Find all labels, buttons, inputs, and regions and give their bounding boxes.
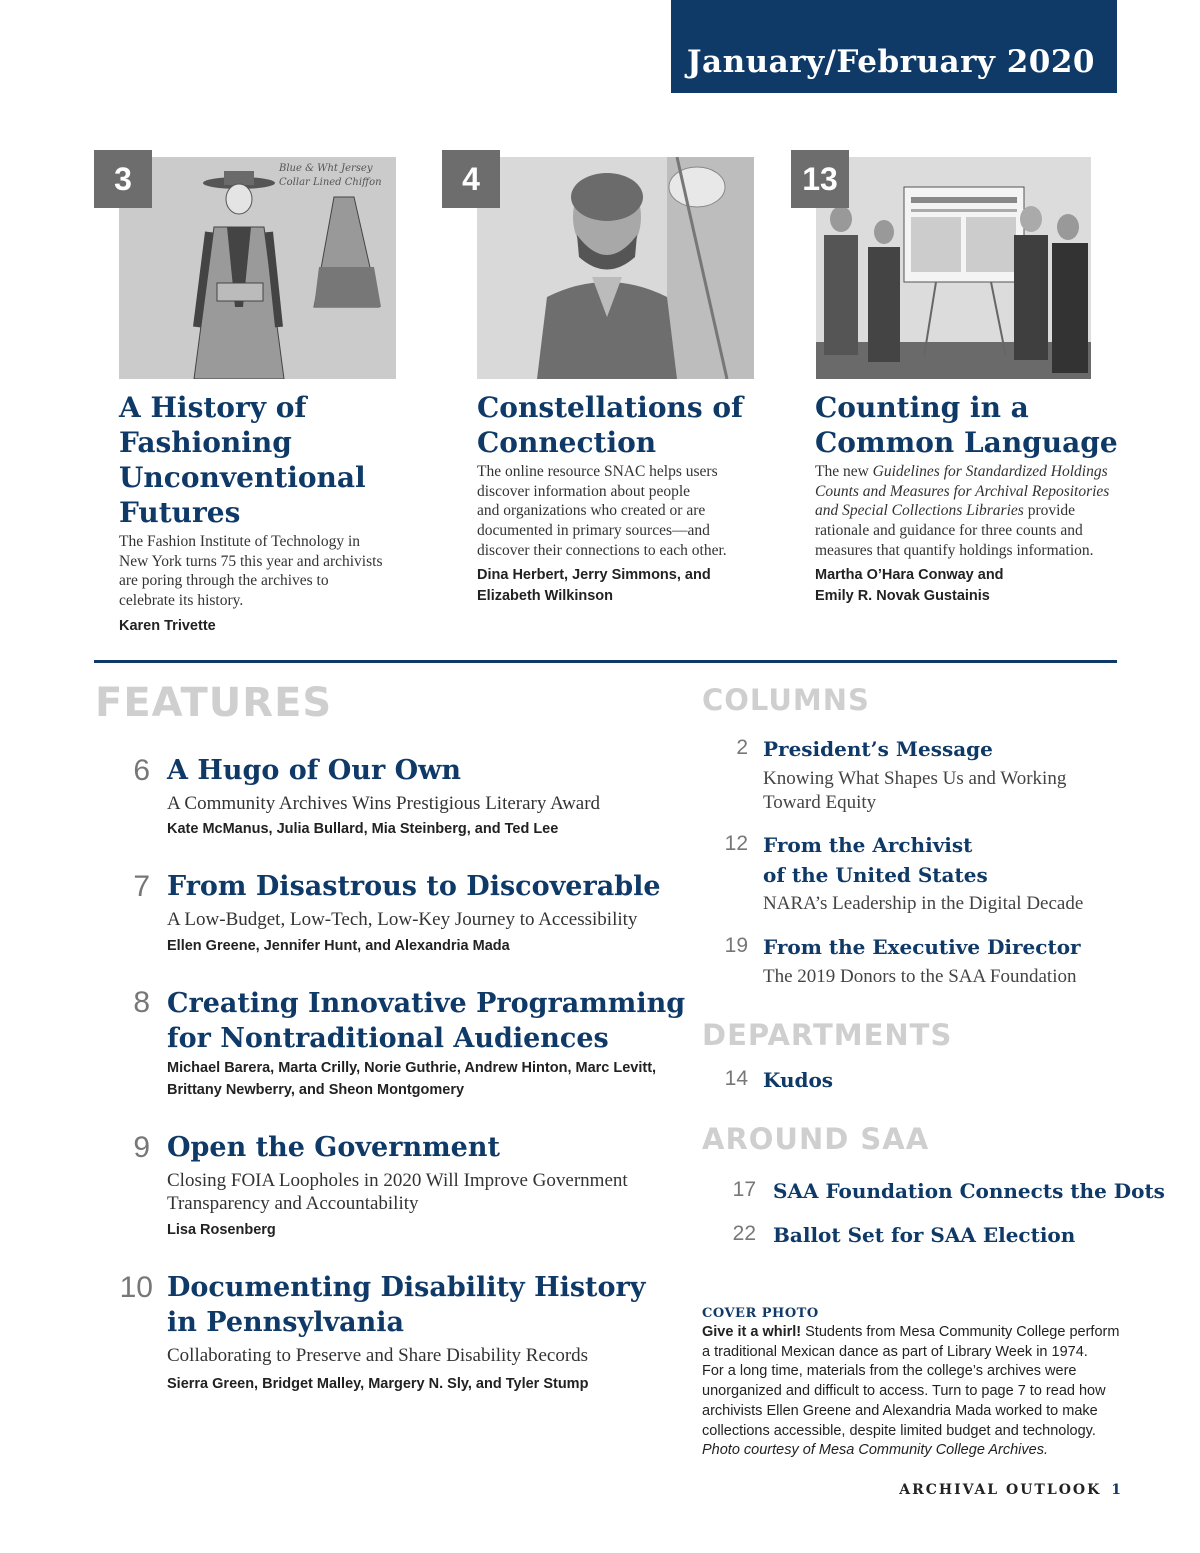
page-number-badge: 4 bbox=[442, 150, 500, 208]
page-number-badge: 3 bbox=[94, 150, 152, 208]
feature-page-number: 10 bbox=[119, 1271, 153, 1304]
portrait-photo bbox=[477, 157, 754, 379]
featured-title[interactable]: Counting in a Common Language bbox=[815, 391, 1118, 459]
columns-heading: COLUMNS bbox=[702, 683, 870, 717]
fashion-sketch-photo bbox=[119, 157, 396, 379]
featured-description: The online resource SNAC helps users discover information about people and organizations who created or are documented in primary sources—and discover their connections to each other. bbox=[477, 463, 727, 559]
section-divider bbox=[94, 660, 1117, 663]
column-title[interactable]: President’s Message bbox=[763, 737, 993, 761]
feature-authors: Sierra Green, Bridget Malley, Margery N. Sly, and Tyler Stump bbox=[167, 1376, 589, 1392]
svg-text:Blue & Wht Jersey: Blue & Wht Jersey bbox=[279, 163, 373, 174]
around-saa-heading: AROUND SAA bbox=[702, 1122, 930, 1156]
page-number: 1 bbox=[1111, 1482, 1123, 1498]
issue-date: January/February 2020 bbox=[686, 44, 1095, 80]
feature-title[interactable]: Open the Government bbox=[167, 1132, 500, 1163]
feature-authors: Ellen Greene, Jennifer Hunt, and Alexandria Mada bbox=[167, 938, 510, 954]
feature-subtitle: Collaborating to Preserve and Share Disability Records bbox=[167, 1345, 589, 1366]
column-subtitle: NARA’s Leadership in the Digital Decade bbox=[763, 893, 1084, 914]
around-title[interactable]: SAA Foundation Connects the Dots bbox=[773, 1179, 1165, 1203]
around-title[interactable]: Ballot Set for SAA Election bbox=[773, 1223, 1076, 1247]
column-subtitle: The 2019 Donors to the SAA Foundation bbox=[763, 966, 1077, 987]
issue-banner bbox=[671, 0, 1117, 93]
feature-title[interactable]: Creating Innovative Programming for Nontraditional Audiences bbox=[167, 988, 686, 1054]
feature-page-number: 6 bbox=[133, 754, 150, 787]
featured-authors: Dina Herbert, Jerry Simmons, and Elizabeth Wilkinson bbox=[477, 567, 711, 604]
featured-authors: Martha O’Hara Conway and Emily R. Novak Gustainis bbox=[815, 567, 1004, 604]
cover-photo-caption: Give it a whirl! Students from Mesa Community College perform a traditional Mexican dance as part of Library Week in 1974. For a long time, materials from the college’s archives were unorganized and difficult to access. Turn to page 7 to read how archivists Ellen Greene and Alexandria Mada worked to make collections accessible, despite limited budget and technology. Photo courtesy of Mesa Community College Archives. bbox=[702, 1324, 1120, 1459]
department-page-number: 14 bbox=[724, 1067, 748, 1090]
magazine-name: ARCHIVAL OUTLOOK bbox=[899, 1482, 1102, 1498]
page-footer bbox=[899, 1482, 1123, 1498]
feature-title[interactable]: Documenting Disability History in Pennsylvania bbox=[167, 1272, 646, 1338]
feature-page-number: 7 bbox=[133, 870, 150, 903]
feature-authors: Kate McManus, Julia Bullard, Mia Steinberg, and Ted Lee bbox=[167, 821, 559, 837]
feature-title[interactable]: A Hugo of Our Own bbox=[167, 755, 461, 786]
column-page-number: 2 bbox=[736, 736, 748, 759]
department-title[interactable]: Kudos bbox=[763, 1068, 834, 1092]
cover-photo-heading: COVER PHOTO bbox=[702, 1306, 819, 1321]
departments-heading: DEPARTMENTS bbox=[702, 1018, 953, 1052]
feature-subtitle: Closing FOIA Loopholes in 2020 Will Improve Government Transparency and Accountability bbox=[167, 1170, 628, 1214]
column-title[interactable]: From the Archivist of the United States bbox=[763, 833, 988, 887]
poster-session-photo bbox=[816, 157, 1091, 379]
svg-text:Collar Lined Chiffon: Collar Lined Chiffon bbox=[279, 177, 382, 188]
features-heading: FEATURES bbox=[95, 680, 333, 726]
feature-title[interactable]: From Disastrous to Discoverable bbox=[167, 871, 661, 902]
featured-title[interactable]: Constellations of Connection bbox=[477, 391, 744, 459]
column-subtitle: Knowing What Shapes Us and Working Toward Equity bbox=[763, 768, 1067, 813]
featured-title[interactable]: A History of Fashioning Unconventional Futures bbox=[119, 391, 366, 529]
column-page-number: 19 bbox=[724, 934, 748, 957]
column-page-number: 12 bbox=[724, 832, 748, 855]
around-page-number: 22 bbox=[732, 1222, 756, 1245]
featured-authors: Karen Trivette bbox=[119, 618, 216, 634]
feature-subtitle: A Low-Budget, Low-Tech, Low-Key Journey to Accessibility bbox=[167, 909, 638, 930]
feature-subtitle: A Community Archives Wins Prestigious Literary Award bbox=[167, 793, 601, 814]
featured-description: The Fashion Institute of Technology in New York turns 75 this year and archivists are poring through the archives to celebrate its history. bbox=[119, 533, 383, 610]
feature-page-number: 8 bbox=[133, 986, 150, 1019]
feature-authors: Michael Barera, Marta Crilly, Norie Guthrie, Andrew Hinton, Marc Levitt, Brittany Newberry, and Sheon Montgomery bbox=[167, 1060, 657, 1098]
featured-description: The new Guidelines for Standardized Holdings Counts and Measures for Archival Repositories and Special Collections Libraries provide rationale and guidance for three counts and measures that quantify holdings information. bbox=[815, 463, 1110, 559]
around-page-number: 17 bbox=[732, 1178, 756, 1201]
feature-authors: Lisa Rosenberg bbox=[167, 1222, 276, 1238]
page-number-badge: 13 bbox=[791, 150, 849, 208]
column-title[interactable]: From the Executive Director bbox=[763, 935, 1081, 959]
feature-page-number: 9 bbox=[133, 1131, 150, 1164]
